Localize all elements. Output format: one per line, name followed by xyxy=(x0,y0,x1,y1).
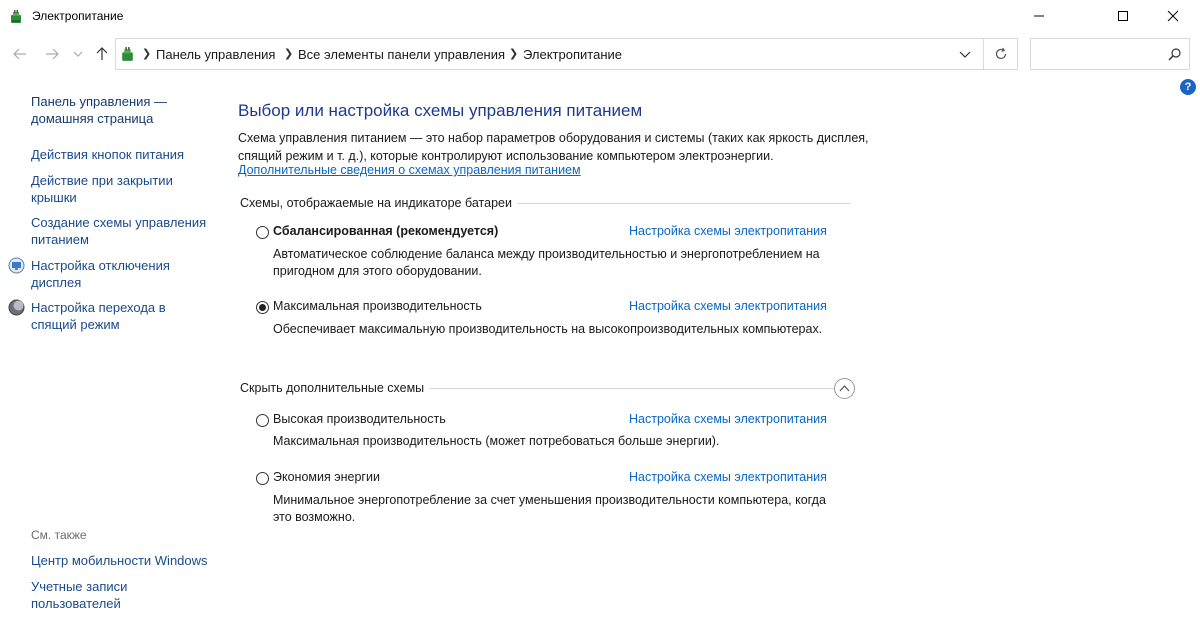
plan-ultimate-description: Обеспечивает максимальную производительность на высокопроизводительных компьютерах. xyxy=(273,322,823,336)
search-input[interactable] xyxy=(1030,38,1190,70)
power-options-icon xyxy=(8,9,24,25)
sidebar-item-user-accounts[interactable]: Учетные записи пользователей xyxy=(31,579,128,611)
plan-balanced-settings-link[interactable]: Настройка схемы электропитания xyxy=(629,224,827,238)
more-info-link[interactable]: Дополнительные сведения о схемах управления питанием xyxy=(238,163,581,177)
breadcrumb-separator-icon[interactable]: ❯ xyxy=(284,48,294,60)
plan-high-performance-settings-link[interactable]: Настройка схемы электропитания xyxy=(629,412,827,426)
plan-power-saver-description: Минимальное энергопотребление за счет уменьшения производительности компьютера, когда это возможно. xyxy=(273,493,826,524)
window-title: Электропитание xyxy=(32,9,124,23)
plan-high-performance-name[interactable]: Высокая производительность xyxy=(273,412,446,426)
forward-button[interactable] xyxy=(42,44,62,64)
breadcrumb-separator-icon[interactable]: ❯ xyxy=(509,48,519,60)
plan-high-performance-radio[interactable] xyxy=(256,414,269,427)
plan-balanced-radio[interactable] xyxy=(256,226,269,239)
plan-power-saver-name[interactable]: Экономия энергии xyxy=(273,470,380,484)
breadcrumb-separator-icon[interactable]: ❯ xyxy=(142,48,152,60)
refresh-button[interactable] xyxy=(984,38,1018,70)
sidebar-item-lid-close[interactable]: Действие при закрытии крышки xyxy=(31,173,173,205)
breadcrumb-control-panel[interactable]: Панель управления xyxy=(156,47,276,62)
title-bar xyxy=(0,0,1200,34)
search-icon[interactable] xyxy=(1168,47,1182,64)
hidden-group-label: Скрыть дополнительные схемы xyxy=(240,381,430,395)
refresh-icon xyxy=(994,47,1008,61)
battery-group-label: Схемы, отображаемые на индикаторе батареи xyxy=(240,196,518,210)
plan-ultimate-name[interactable]: Максимальная производительность xyxy=(273,299,482,313)
chevron-up-icon xyxy=(839,385,850,392)
sidebar-item-display-off[interactable]: Настройка отключения дисплея xyxy=(31,258,170,290)
maximize-button[interactable] xyxy=(1100,0,1146,32)
minimize-button[interactable] xyxy=(1016,0,1062,32)
up-button[interactable] xyxy=(92,44,112,64)
plan-ultimate-settings-link[interactable]: Настройка схемы электропитания xyxy=(629,299,827,313)
control-panel-icon xyxy=(119,46,136,63)
sidebar-home-link[interactable]: Панель управления — домашняя страница xyxy=(31,94,168,126)
plan-high-performance-description: Максимальная производительность (может потребоваться больше энергии). xyxy=(273,434,720,448)
see-also-label: См. также xyxy=(31,528,87,542)
sidebar-item-power-buttons[interactable]: Действия кнопок питания xyxy=(31,147,185,162)
collapse-button[interactable] xyxy=(834,378,855,399)
close-button[interactable] xyxy=(1150,0,1196,32)
breadcrumb-power-options[interactable]: Электропитание xyxy=(523,47,622,62)
plan-power-saver-radio[interactable] xyxy=(256,472,269,485)
navigation-bar xyxy=(0,36,1200,72)
page-description: Схема управления питанием — это набор параметров оборудования и системы (таких как яркость дисплея, спящий режим и т. д.), которые контролируют использование компьютером электроэнергии. xyxy=(238,131,869,163)
plan-power-saver-settings-link[interactable]: Настройка схемы электропитания xyxy=(629,470,827,484)
sleep-moon-icon xyxy=(8,299,25,316)
breadcrumb-all-items[interactable]: Все элементы панели управления xyxy=(298,47,506,62)
help-icon[interactable]: ? xyxy=(1180,79,1196,95)
page-title: Выбор или настройка схемы управления питанием xyxy=(238,101,643,120)
sidebar-item-mobility-center[interactable]: Центр мобильности Windows xyxy=(31,553,208,568)
chevron-down-icon[interactable] xyxy=(959,48,973,62)
recent-locations-button[interactable] xyxy=(68,44,88,64)
plan-balanced-name[interactable]: Сбалансированная (рекомендуется) xyxy=(273,224,499,238)
address-bar[interactable] xyxy=(115,38,984,70)
plan-ultimate-radio[interactable] xyxy=(256,301,269,314)
back-button[interactable] xyxy=(10,44,30,64)
sidebar-item-sleep[interactable]: Настройка перехода в спящий режим xyxy=(31,300,166,332)
sidebar-item-create-plan[interactable]: Создание схемы управления питанием xyxy=(31,215,207,247)
plan-balanced-description: Автоматическое соблюдение баланса между производительностью и энергопотреблением на пригодном для этого оборудовании. xyxy=(273,247,820,278)
display-power-icon xyxy=(8,257,25,274)
